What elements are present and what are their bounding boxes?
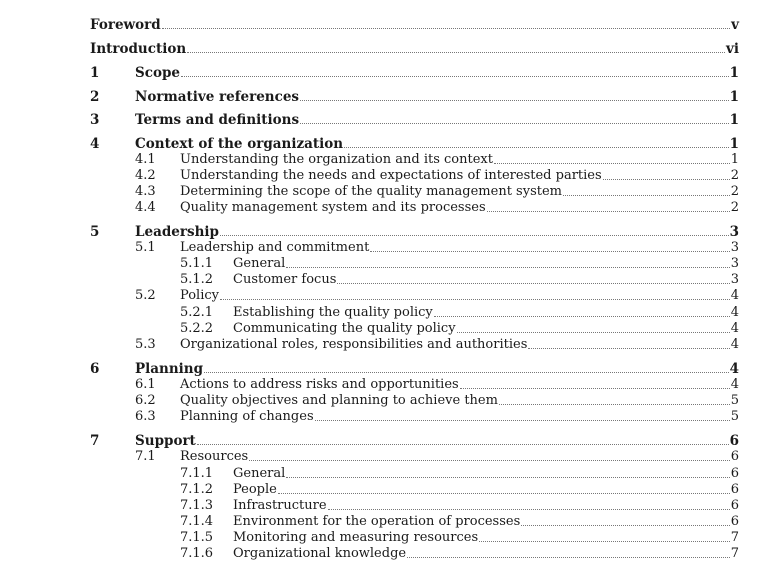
toc-page-number: 6 xyxy=(730,514,739,529)
toc-clause-number: 4.4 xyxy=(135,200,156,215)
dot-leader xyxy=(300,112,729,124)
toc-page-number: 1 xyxy=(729,112,739,128)
dot-leader xyxy=(499,393,730,405)
toc-clause-number: 4.2 xyxy=(135,168,156,183)
dot-leader xyxy=(286,256,729,268)
toc-page-number: 6 xyxy=(730,466,739,481)
toc-page-number: vi xyxy=(726,41,739,57)
toc-title: Customer focus xyxy=(233,272,337,287)
toc-entry-6-1[interactable] xyxy=(0,377,780,393)
dot-leader xyxy=(407,546,730,558)
dot-leader xyxy=(337,272,729,284)
toc-entry-4-2[interactable] xyxy=(0,168,780,184)
toc-title: Communicating the quality policy xyxy=(233,321,456,336)
toc-entry-6-3[interactable] xyxy=(0,409,780,425)
toc-entry-7-1-3[interactable] xyxy=(0,498,780,514)
toc-entry-foreword[interactable] xyxy=(0,17,780,33)
toc-page-number: 3 xyxy=(730,256,739,271)
toc-title: Leadership xyxy=(135,224,219,240)
toc-entry-7-1-5[interactable] xyxy=(0,530,780,546)
toc-clause-number: 4.1 xyxy=(135,152,156,167)
toc-page-number: 2 xyxy=(730,184,739,199)
toc-entry-5-3[interactable] xyxy=(0,337,780,353)
toc-page-number: 1 xyxy=(729,65,739,81)
toc-clause-number: 6.3 xyxy=(135,409,156,424)
toc-clause-number: 7.1.4 xyxy=(180,514,214,529)
toc-clause-number: 5.1.2 xyxy=(180,272,214,287)
toc-title: Terms and definitions xyxy=(135,112,300,128)
toc-entry-4-4[interactable] xyxy=(0,200,780,216)
dot-leader xyxy=(603,168,730,180)
toc-clause-number: 7.1.6 xyxy=(180,546,214,561)
toc-entry-5-1-2[interactable] xyxy=(0,272,780,288)
dot-leader xyxy=(328,498,730,510)
toc-page-number: 3 xyxy=(730,240,739,255)
dot-leader xyxy=(300,89,729,101)
dot-leader xyxy=(187,41,725,53)
toc-title: Context of the organization xyxy=(135,136,344,152)
dot-leader xyxy=(528,337,729,349)
toc-entry-terms-and-definitions[interactable] xyxy=(0,112,780,128)
dot-leader xyxy=(286,466,729,478)
dot-leader xyxy=(344,136,729,148)
dot-leader xyxy=(278,482,730,494)
dot-leader xyxy=(434,305,730,317)
toc-clause-number: 3 xyxy=(90,112,100,128)
toc-title: Understanding the organization and its context xyxy=(180,152,493,167)
dot-leader xyxy=(220,224,729,236)
toc-title: Introduction xyxy=(90,41,187,57)
toc-title: Infrastructure xyxy=(233,498,327,513)
toc-title: Scope xyxy=(135,65,181,81)
toc-page-number: 4 xyxy=(730,377,739,392)
toc-clause-number: 6.1 xyxy=(135,377,156,392)
toc-entry-planning[interactable] xyxy=(0,361,780,377)
toc-entry-7-1-2[interactable] xyxy=(0,482,780,498)
dot-leader xyxy=(457,321,730,333)
toc-entry-5-2-1[interactable] xyxy=(0,305,780,321)
toc-clause-number: 4.3 xyxy=(135,184,156,199)
toc-clause-number: 5.2.1 xyxy=(180,305,214,320)
toc-clause-number: 5.1 xyxy=(135,240,156,255)
toc-title: Foreword xyxy=(90,17,161,33)
toc-entry-leadership[interactable] xyxy=(0,224,780,240)
toc-title: Monitoring and measuring resources xyxy=(233,530,479,545)
toc-title: Understanding the needs and expectations of interested parties xyxy=(180,168,602,183)
toc-page-number: 1 xyxy=(729,136,739,152)
toc-entry-7-1[interactable] xyxy=(0,449,780,465)
toc-clause-number: 5 xyxy=(90,224,100,240)
toc-page-number: 1 xyxy=(729,89,739,105)
toc-clause-number: 5.1.1 xyxy=(180,256,214,271)
toc-page-number: 5 xyxy=(730,393,739,408)
toc-page-number: v xyxy=(731,17,739,33)
dot-leader xyxy=(370,240,729,252)
toc-entry-4-1[interactable] xyxy=(0,152,780,168)
toc-clause-number: 7.1 xyxy=(135,449,156,464)
toc-clause-number: 7.1.3 xyxy=(180,498,214,513)
dot-leader xyxy=(162,17,730,29)
toc-clause-number: 5.3 xyxy=(135,337,156,352)
toc-page-number: 6 xyxy=(730,498,739,513)
toc-entry-5-1-1[interactable] xyxy=(0,256,780,272)
toc-page-number: 2 xyxy=(730,168,739,183)
toc-page-number: 4 xyxy=(730,305,739,320)
toc-entry-7-1-6[interactable] xyxy=(0,546,780,562)
toc-page-number: 6 xyxy=(730,482,739,497)
toc-entry-context-of-the-organization[interactable] xyxy=(0,136,780,152)
toc-title: Environment for the operation of processes xyxy=(233,514,521,529)
toc-page-number: 2 xyxy=(730,200,739,215)
toc-page-number: 4 xyxy=(729,361,739,377)
toc-entry-introduction[interactable] xyxy=(0,41,780,57)
dot-leader xyxy=(197,433,729,445)
toc-page-number: 4 xyxy=(730,321,739,336)
toc-title: Determining the scope of the quality management system xyxy=(180,184,562,199)
dot-leader xyxy=(181,65,729,77)
toc-page-number: 4 xyxy=(730,288,739,303)
dot-leader xyxy=(460,377,730,389)
dot-leader xyxy=(494,152,730,164)
toc-clause-number: 5.2.2 xyxy=(180,321,214,336)
toc-entry-7-1-1[interactable] xyxy=(0,466,780,482)
toc-page-number: 5 xyxy=(730,409,739,424)
dot-leader xyxy=(220,288,730,300)
toc-entry-support[interactable] xyxy=(0,433,780,449)
toc-title: Normative references xyxy=(135,89,300,105)
toc-title: Leadership and commitment xyxy=(180,240,370,255)
toc-page-number: 7 xyxy=(730,530,739,545)
dot-leader xyxy=(487,200,730,212)
toc-clause-number: 2 xyxy=(90,89,100,105)
toc-title: Quality objectives and planning to achieve them xyxy=(180,393,498,408)
toc-entry-5-1[interactable] xyxy=(0,240,780,256)
toc-clause-number: 1 xyxy=(90,65,100,81)
dot-leader xyxy=(479,530,730,542)
toc-clause-number: 7.1.1 xyxy=(180,466,214,481)
toc-page-number: 1 xyxy=(730,152,739,167)
toc-title: Establishing the quality policy xyxy=(233,305,433,320)
toc-page-number: 6 xyxy=(729,433,739,449)
toc-title: Quality management system and its processes xyxy=(180,200,486,215)
dot-leader xyxy=(563,184,730,196)
toc-page-number: 7 xyxy=(730,546,739,561)
toc-title: General xyxy=(233,466,286,481)
dot-leader xyxy=(204,361,729,373)
toc-clause-number: 7 xyxy=(90,433,100,449)
toc-clause-number: 4 xyxy=(90,136,100,152)
toc-clause-number: 7.1.5 xyxy=(180,530,214,545)
toc-title: Policy xyxy=(180,288,219,303)
toc-page-number: 3 xyxy=(729,224,739,240)
toc-entry-6-2[interactable] xyxy=(0,393,780,409)
dot-leader xyxy=(521,514,729,526)
toc-entry-5-2-2[interactable] xyxy=(0,321,780,337)
dot-leader xyxy=(315,409,730,421)
toc-clause-number: 6 xyxy=(90,361,100,377)
toc-clause-number: 7.1.2 xyxy=(180,482,214,497)
toc-clause-number: 6.2 xyxy=(135,393,156,408)
toc-title: Planning xyxy=(135,361,204,377)
toc-title: People xyxy=(233,482,277,497)
toc-title: Organizational knowledge xyxy=(233,546,407,561)
toc-entry-7-1-4[interactable] xyxy=(0,514,780,530)
toc-clause-number: 5.2 xyxy=(135,288,156,303)
toc-title: Support xyxy=(135,433,196,449)
toc-page-number: 6 xyxy=(730,449,739,464)
toc-title: Planning of changes xyxy=(180,409,314,424)
toc-title: General xyxy=(233,256,286,271)
toc-entry-5-2[interactable] xyxy=(0,288,780,304)
toc-title: Organizational roles, responsibilities and authorities xyxy=(180,337,528,352)
toc-page-number: 4 xyxy=(730,337,739,352)
toc-entry-4-3[interactable] xyxy=(0,184,780,200)
toc-title: Resources xyxy=(180,449,249,464)
toc-entry-normative-references[interactable] xyxy=(0,89,780,105)
toc-entry-scope[interactable] xyxy=(0,65,780,81)
toc-page-number: 3 xyxy=(730,272,739,287)
toc-title: Actions to address risks and opportunities xyxy=(180,377,459,392)
dot-leader xyxy=(249,449,730,461)
